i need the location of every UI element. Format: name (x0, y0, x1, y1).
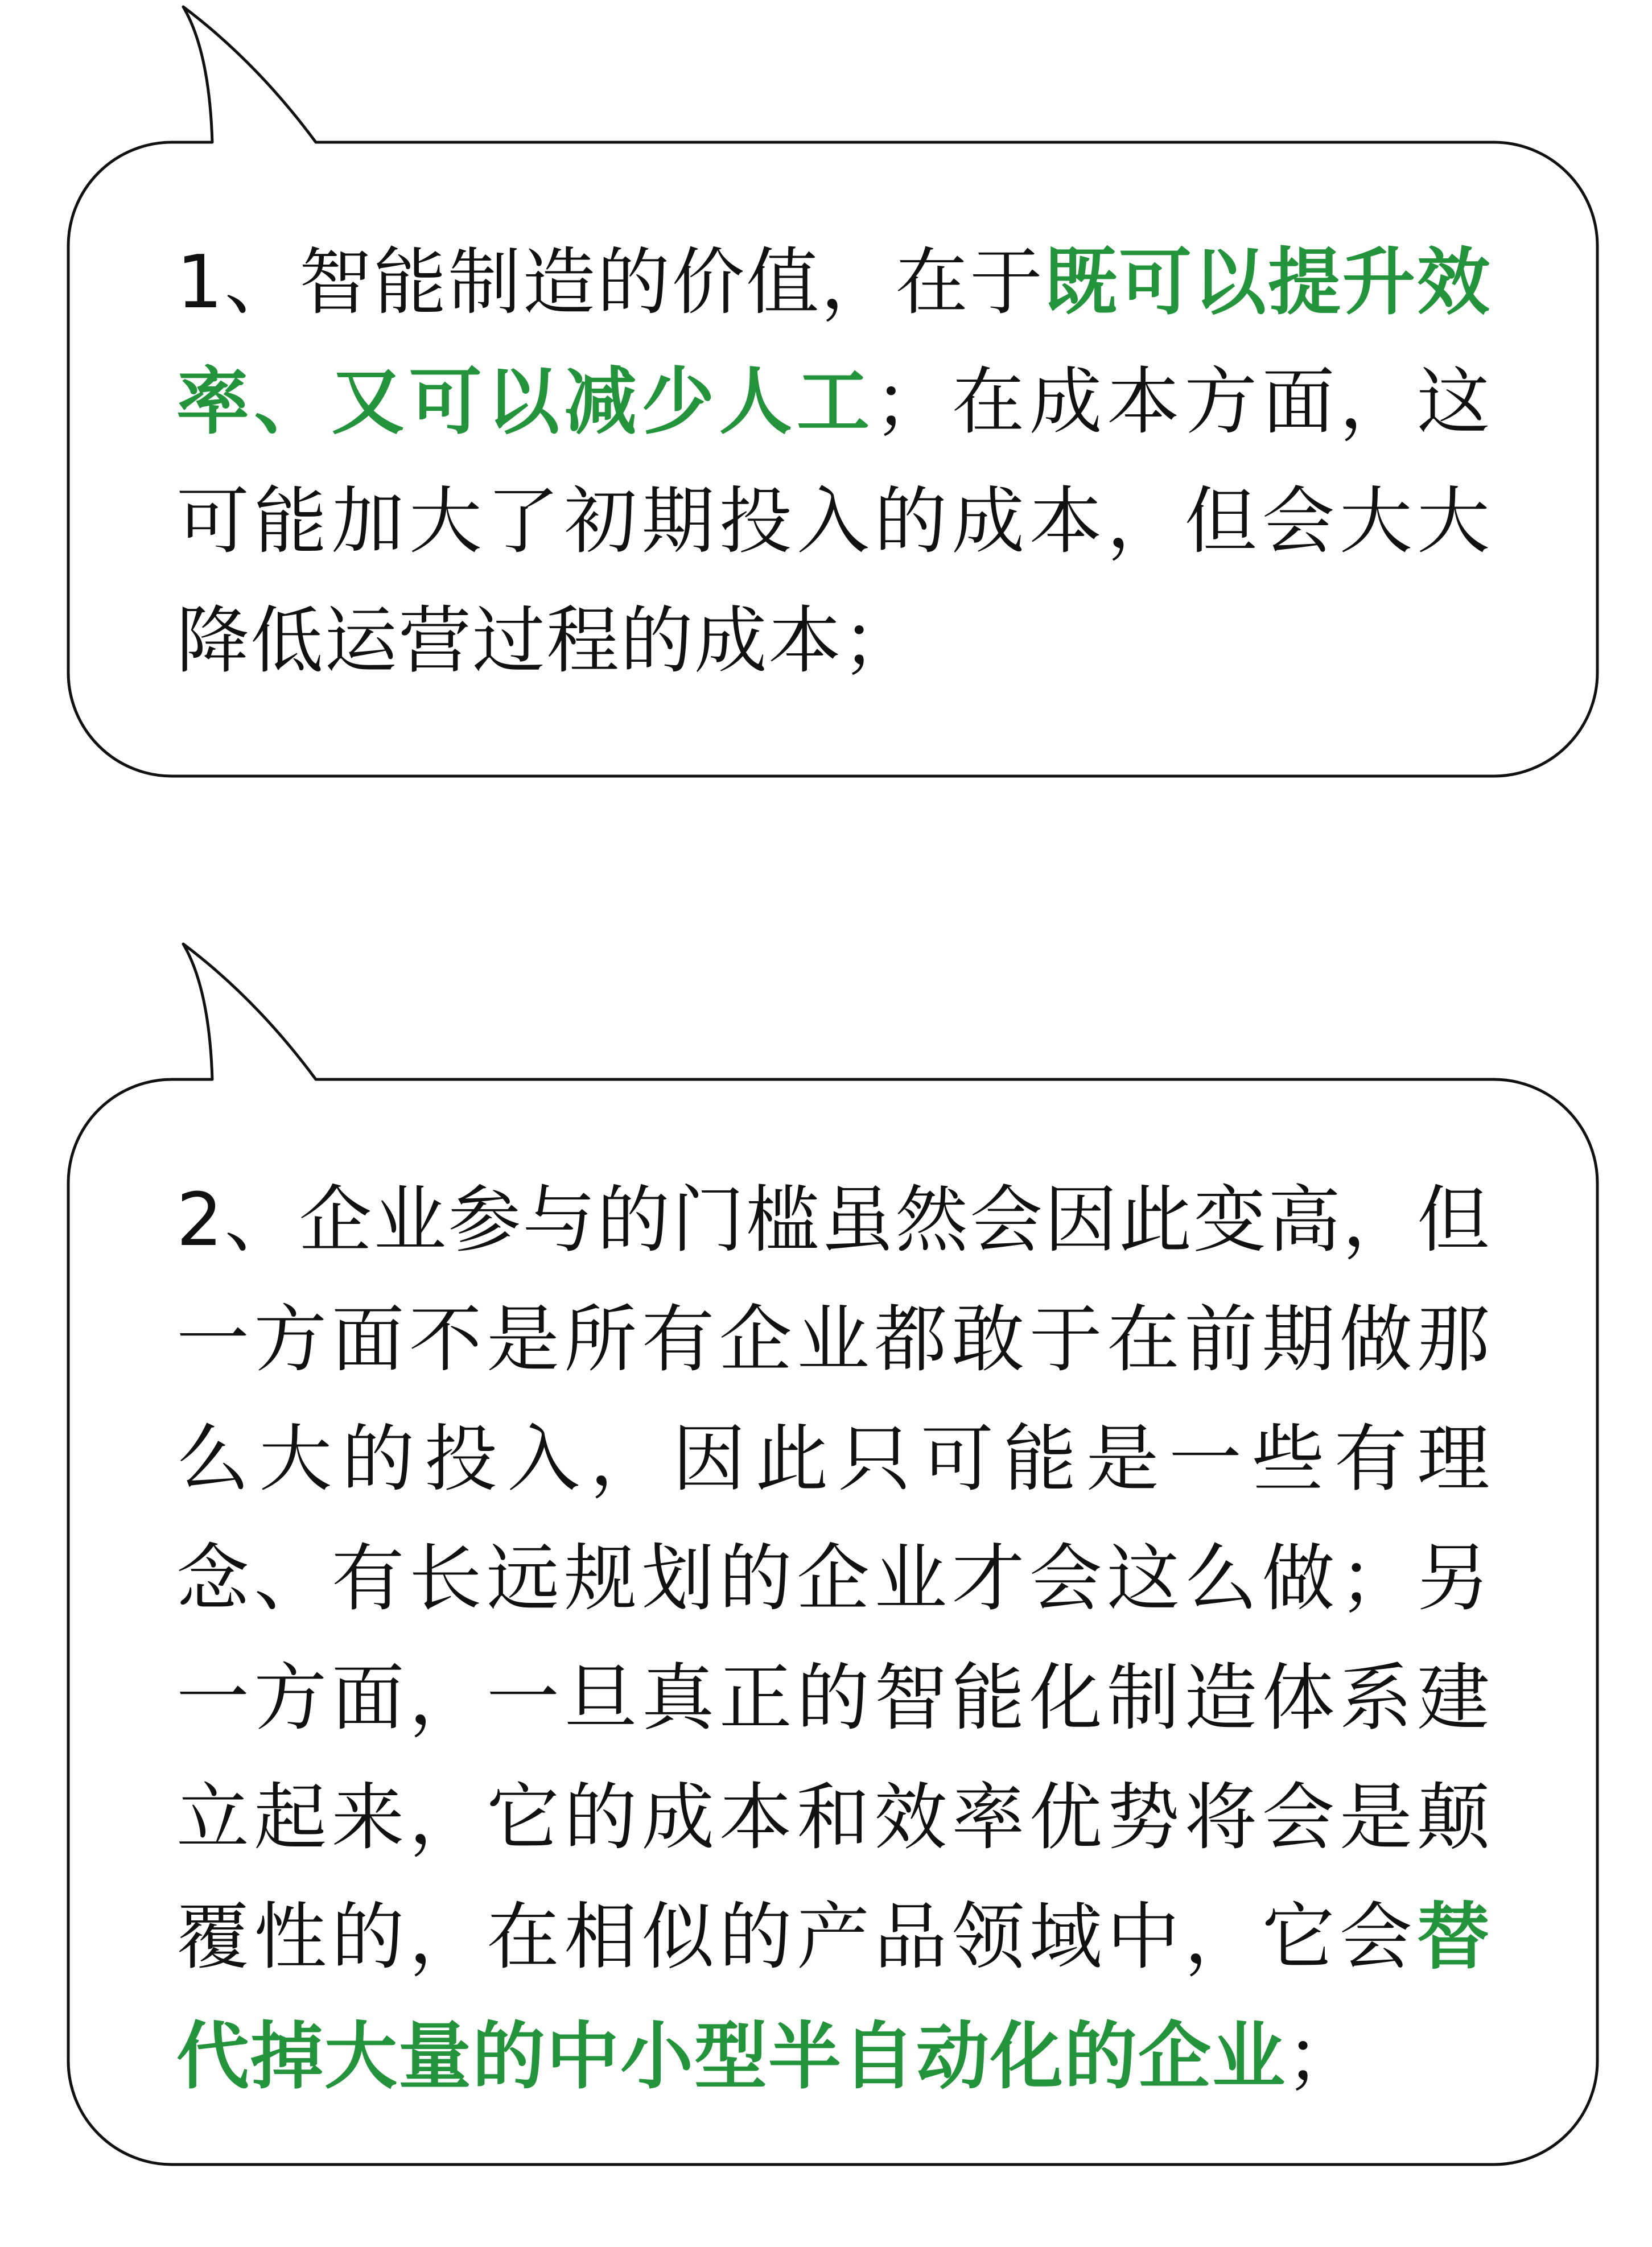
bubble-2-text (176, 1161, 1491, 2117)
bubble-1-number: 1、 (176, 240, 299, 325)
bubble-2-number: 2、 (176, 1178, 299, 1263)
bubble-1-highlight: 既可以提升效率、又可以减少人工 (176, 240, 1491, 444)
bubble-2-highlight: 替代掉大量的中小型半自动化的企业 (176, 1895, 1491, 2099)
bubble-2-segment-1: 企业参与的门槛虽然会因此变高，但一方面不是所有企业都敢于在前期做那么大的投入，因此只可能是一些有理念、有长远规划的企业才会这么做；另一方面，一旦真正的智能化制造体系建立起来，它的成本和效率优势将会是颠覆性的，在相似的产品领域中，它会 (176, 1178, 1491, 1980)
bubble-1-text (176, 223, 1491, 701)
bubble-2-segment-3: ； (1286, 2014, 1361, 2099)
bubble-1-segment-3: ；在成本方面，这可能加大了初期投入的成本，但会大大降低运营过程的成本； (176, 360, 1491, 683)
bubble-1-segment-1: 智能制造的价值，在于 (299, 240, 1045, 325)
